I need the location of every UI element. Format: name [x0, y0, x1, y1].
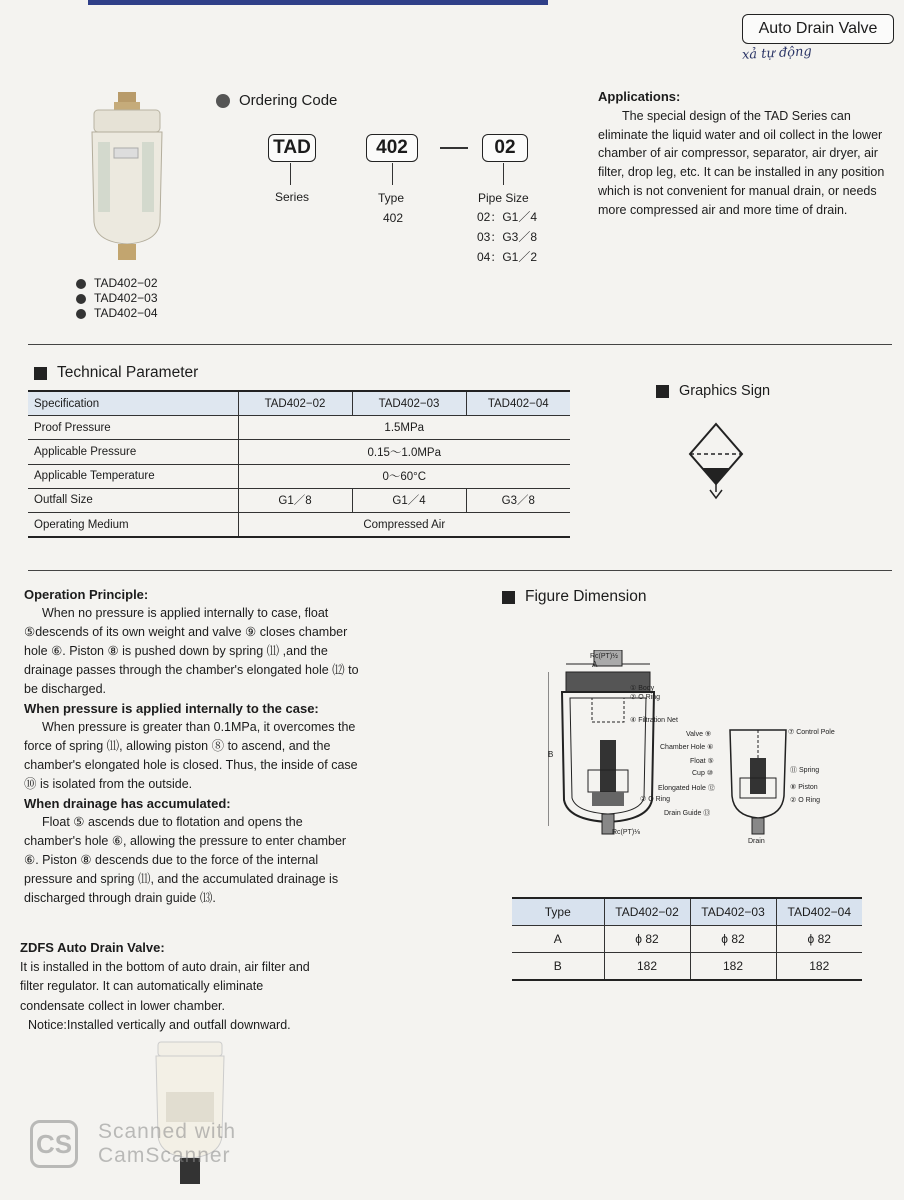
bullet-icon [76, 309, 86, 319]
type-value: 402 [383, 211, 404, 225]
operation-paragraph: Float ⑤ ascends due to flotation and opens the chamber's hole ⑥, allowing the pressure to enter chamber ⑥. Piston ⑧ descends due to the force of the internal pressure and spring ⑾, and the accumulated drainage is discharged through drain guide ⒀. [24, 815, 347, 905]
row-value: 0.15～1.0MPa [238, 440, 570, 464]
row-value: 0～60°C [238, 464, 570, 488]
bullet-icon [76, 279, 86, 289]
header-cell: TAD402−03 [690, 898, 776, 926]
square-bullet-icon [656, 385, 669, 398]
table-cell: ϕ 82 [776, 926, 862, 953]
watermark-line: CamScanner [98, 1144, 231, 1167]
divider [28, 570, 892, 571]
fig-label: ② O Ring [630, 694, 661, 701]
series-label: Series [275, 190, 310, 204]
row-label: Outfall Size [28, 488, 238, 512]
zdfs-section [20, 938, 320, 1036]
watermark-line: Scanned with [98, 1120, 237, 1143]
figure-dimension-heading: Figure Dimension [502, 588, 646, 606]
fig-label: ⑧ Piston [790, 784, 818, 791]
fig-label: Float ⑤ [690, 758, 714, 765]
graphics-sign-heading: Graphics Sign [656, 383, 770, 399]
handwritten-note: xả tự động [741, 44, 813, 63]
applications-section [598, 88, 896, 220]
header-cell: TAD402−03 [352, 391, 466, 416]
row-value: Compressed Air [238, 512, 570, 537]
fig-label: ⑦ Control Pole [788, 729, 835, 736]
technical-table [28, 390, 570, 538]
table-cell: 182 [690, 953, 776, 981]
variant-item: TAD402−03 [76, 291, 158, 306]
row-label: Applicable Pressure [28, 440, 238, 464]
variant-item: TAD402−04 [76, 306, 158, 321]
fig-label: ⑪ Spring [790, 767, 820, 774]
variant-list [76, 276, 158, 321]
operation-subheading: When drainage has accumulated: [24, 796, 231, 811]
header-cell: TAD402−04 [466, 391, 570, 416]
row-value: G3／8 [466, 488, 570, 512]
table-row [28, 488, 570, 512]
fig-label: B [548, 750, 554, 759]
row-label: Operating Medium [28, 512, 238, 537]
zdfs-notice: Notice:Installed vertically and outfall downward. [28, 1018, 291, 1032]
square-bullet-icon [502, 591, 515, 604]
bullet-icon [76, 294, 86, 304]
table-cell: B [512, 953, 604, 981]
table-cell: 182 [604, 953, 690, 981]
operation-principle-section [24, 585, 360, 908]
detail-drawing [726, 726, 790, 838]
row-value: 1.5MPa [238, 416, 570, 440]
ordering-code-heading: Ordering Code [216, 92, 337, 109]
table-row [512, 926, 862, 953]
fig-label: ④ Filtration Net [630, 717, 678, 724]
cross-section-drawing [548, 650, 671, 840]
square-bullet-icon [34, 367, 47, 380]
bullet-icon [216, 94, 230, 108]
table-cell: A [512, 926, 604, 953]
operation-heading: Operation Principle: [24, 587, 149, 602]
applications-text: The special design of the TAD Series can eliminate the liquid water and oil collect in the lower chamber of air compressor, separator, air dryer, air filter, drop leg, etc. It can be installed in any position which is not convenient for manual drain, or needs more compressed air and more time of drain. [598, 108, 885, 217]
fig-label: ② O Ring [790, 797, 821, 804]
header-cell: TAD402−02 [604, 898, 690, 926]
table-row [28, 512, 570, 537]
connector-line [392, 163, 393, 185]
table-row [28, 440, 570, 464]
fig-label: Rc(PT)⅛ [612, 829, 640, 836]
table-row [512, 953, 862, 981]
fig-label: Drain Guide ⑬ [664, 810, 711, 817]
pipe-size-item: 03：G3／8 [477, 230, 538, 244]
table-cell: ϕ 82 [604, 926, 690, 953]
dimension-table [512, 897, 862, 981]
pipe-size-label: Pipe Size [478, 191, 529, 205]
fig-label: ② O Ring [640, 796, 671, 803]
zdfs-heading: ZDFS Auto Drain Valve: [20, 940, 165, 955]
fig-label: Drain [748, 838, 765, 845]
divider [28, 344, 892, 345]
operation-paragraph: When pressure is greater than 0.1MPa, it overcomes the force of spring ⑾, allowing piston ⑧ to ascend, and the chamber's elongated hole is closed. Thus, the inside of case ⑩ is isolated from the outside. [24, 720, 358, 791]
row-value: G1／8 [238, 488, 352, 512]
table-row [28, 464, 570, 488]
fig-label: ① Body [630, 685, 655, 692]
size-code-box: 02 [482, 134, 528, 162]
table-cell: 182 [776, 953, 862, 981]
applications-heading: Applications: [598, 89, 681, 104]
connector-line [503, 163, 504, 185]
fig-label: Cup ⑩ [692, 770, 714, 777]
row-label: Applicable Temperature [28, 464, 238, 488]
type-label: Type [378, 191, 405, 205]
connector-line [290, 163, 291, 185]
series-code-box: TAD [268, 134, 316, 162]
technical-parameter-heading: Technical Parameter [34, 364, 198, 382]
camscanner-watermark [30, 1120, 236, 1168]
product-photo-tad402 [88, 92, 166, 262]
top-accent-bar [88, 0, 548, 5]
header-cell: TAD402−04 [776, 898, 862, 926]
table-row [28, 416, 570, 440]
page-title: Auto Drain Valve [742, 14, 894, 44]
operation-paragraph: When no pressure is applied internally to case, float ⑤descends of its own weight and valve ⑨ closes chamber hole ⑥. Piston ⑧ is pushed down by spring ⑾ ,and the drainage passes through the chamber's elongated hole ⑿ to be discharged. [24, 606, 359, 696]
pipe-size-item: 02：G1／4 [477, 210, 538, 224]
header-cell: Type [512, 898, 604, 926]
header-cell: Specification [28, 391, 238, 416]
table-cell: ϕ 82 [690, 926, 776, 953]
zdfs-paragraph: It is installed in the bottom of auto drain, air filter and filter regulator. It can automatically eliminate condensate collect in lower chamber. [20, 959, 310, 1013]
table-header-row [512, 898, 862, 926]
row-value: G1／4 [352, 488, 466, 512]
pipe-size-item: 04：G1／2 [477, 250, 538, 264]
operation-subheading: When pressure is applied internally to the case: [24, 701, 319, 716]
fig-label: A [592, 660, 598, 669]
fig-label: Chamber Hole ⑥ [660, 744, 714, 751]
pipe-size-list [477, 207, 537, 267]
drain-valve-symbol-icon [686, 420, 746, 500]
dash-connector [440, 147, 468, 149]
variant-item: TAD402−02 [76, 276, 158, 291]
fig-label: Rc(PT)½ [590, 653, 618, 660]
table-header-row [28, 391, 570, 416]
camscanner-logo-icon: CS [30, 1120, 78, 1168]
header-cell: TAD402−02 [238, 391, 352, 416]
fig-label: Elongated Hole ⑫ [658, 785, 715, 792]
type-code-box: 402 [366, 134, 418, 162]
row-label: Proof Pressure [28, 416, 238, 440]
fig-label: Valve ⑨ [686, 731, 712, 738]
